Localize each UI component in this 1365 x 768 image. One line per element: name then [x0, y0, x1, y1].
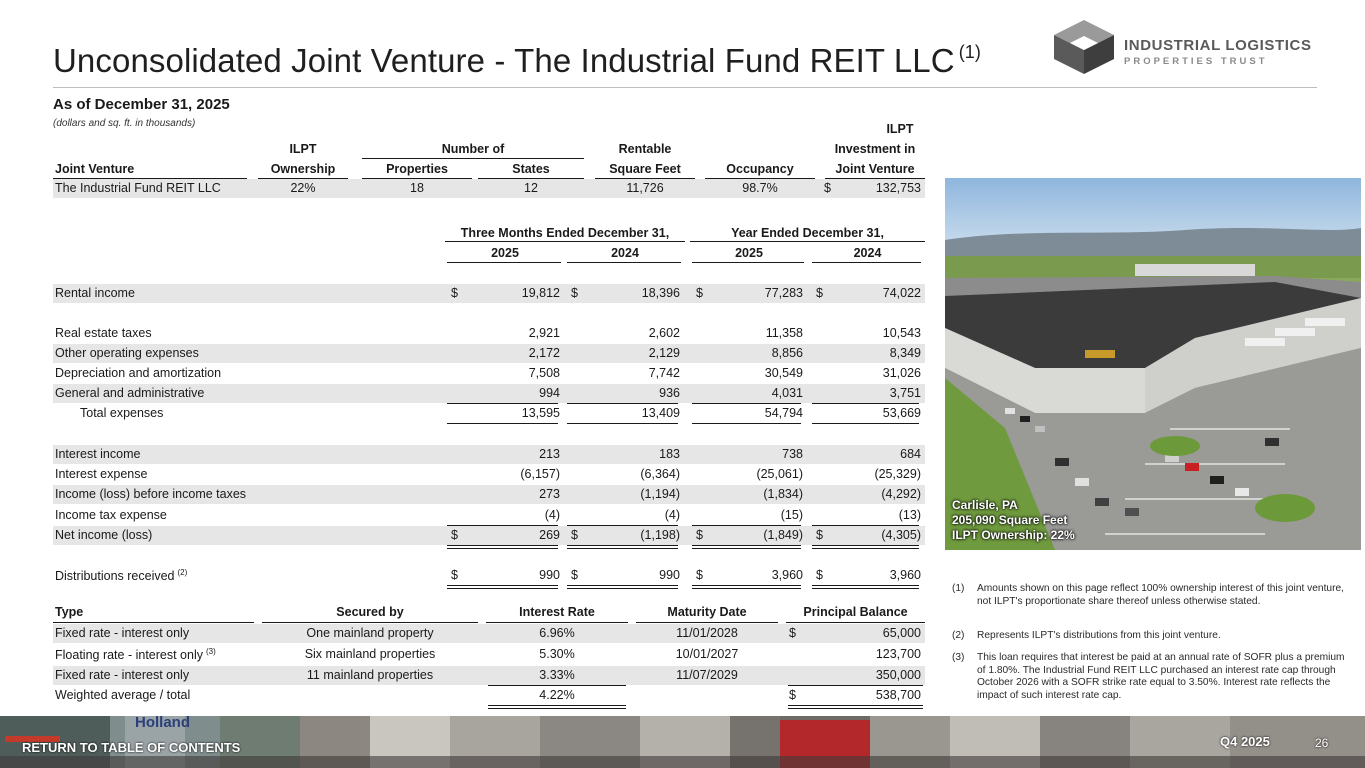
income-subtotal-rule [692, 403, 801, 404]
income-double-rule [447, 545, 558, 546]
income-value: 13,409 [641, 406, 680, 420]
units-note: (dollars and sq. ft. in thousands) [53, 118, 196, 129]
debt-total-balance: 538,700 [875, 688, 921, 702]
debt-header-rate: Interest Rate [519, 605, 595, 619]
income-currency: $ [816, 528, 823, 542]
cube-logo-icon [1054, 20, 1114, 74]
income-value: 18,396 [641, 286, 680, 300]
income-row-label [55, 467, 147, 481]
header-investment-in: Investment in [834, 142, 916, 156]
rule-group-quarter [445, 241, 685, 242]
income-value: 30,549 [764, 366, 803, 380]
debt-type-text: Floating rate - interest only [55, 648, 203, 663]
income-row-label-text: Depreciation and amortization [55, 366, 222, 380]
income-row-label-text: Income (loss) before income taxes [55, 487, 247, 501]
income-value: 77,283 [764, 286, 803, 300]
debt-secured: One mainland property [306, 626, 434, 640]
debt-currency: $ [789, 626, 796, 640]
income-value: (1,849) [763, 528, 803, 542]
income-value: (1,834) [763, 487, 803, 501]
debt-type [55, 647, 216, 662]
income-value: (4,292) [881, 487, 921, 501]
income-value: 7,742 [648, 366, 680, 380]
header-joint-venture: Joint Venture [55, 162, 135, 176]
income-total-rule [812, 423, 919, 424]
income-row-label-text: Rental income [55, 286, 135, 300]
header-square-feet: Square Feet [609, 162, 681, 176]
income-subtotal-rule [812, 403, 919, 404]
title-footnote-ref: (1) [958, 42, 981, 62]
debt-total-rule [488, 685, 626, 686]
income-value: 8,856 [771, 346, 803, 360]
income-value: (15) [780, 508, 803, 522]
debt-type-text: Fixed rate - interest only [55, 626, 190, 640]
debt-total-currency: $ [789, 688, 796, 702]
income-year-rule [447, 262, 561, 263]
header-joint-venture-2: Joint Venture [835, 162, 915, 176]
header-states: States [512, 162, 550, 176]
debt-type-text: Fixed rate - interest only [55, 668, 190, 682]
debt-header-balance: Principal Balance [803, 605, 908, 619]
header-ilpt: ILPT [289, 142, 317, 156]
income-value: (25,329) [874, 467, 921, 481]
company-logo [1054, 20, 1324, 75]
photo-caption [952, 498, 1075, 543]
income-value: 74,022 [882, 286, 921, 300]
debt-maturity: 11/01/2028 [676, 626, 738, 640]
income-currency: $ [571, 286, 578, 300]
income-double-rule [692, 585, 801, 586]
income-value: 10,543 [882, 326, 921, 340]
photo-caption-sqft: 205,090 Square Feet [952, 513, 1068, 527]
income-value: 3,960 [771, 568, 803, 582]
income-row-label-text: Interest income [55, 447, 141, 461]
income-row-label-text: Real estate taxes [55, 326, 152, 340]
logo-line-2: PROPERTIES TRUST [1124, 56, 1268, 67]
income-year-header: 2024 [611, 246, 639, 260]
income-row-label-text: General and administrative [55, 386, 205, 400]
income-row-label [55, 326, 152, 340]
aerial-warehouse-image [945, 178, 1361, 550]
income-value: 19,812 [521, 286, 560, 300]
rule-group-year [690, 241, 925, 242]
page-number: 26 [1315, 736, 1329, 750]
debt-balance: 123,700 [875, 647, 921, 661]
income-year-header: 2024 [853, 246, 882, 260]
footnote-2-text: Represents ILPT's distributions from this joint venture. [977, 630, 1221, 641]
footer-quarter: Q4 2025 [1220, 734, 1270, 749]
debt-type [55, 626, 189, 640]
income-double-rule [692, 588, 801, 589]
return-to-toc-link[interactable]: RETURN TO TABLE OF CONTENTS [22, 740, 241, 755]
income-value: 2,602 [648, 326, 680, 340]
income-year-rule [692, 262, 804, 263]
income-value: 54,794 [764, 406, 803, 420]
income-year-header: 2025 [735, 246, 763, 260]
income-value: 8,349 [889, 346, 921, 360]
income-year-rule [812, 262, 921, 263]
income-row-label-text: Distributions received [55, 569, 175, 584]
debt-total-label: Weighted average / total [55, 688, 191, 702]
debt-header-secured: Secured by [336, 605, 404, 619]
income-double-rule [567, 548, 678, 549]
debt-total-rule [788, 705, 923, 706]
income-value: 273 [539, 487, 560, 501]
income-row-label [55, 447, 140, 461]
header-occupancy: Occupancy [726, 162, 794, 176]
debt-maturity: 11/07/2029 [676, 668, 738, 682]
debt-type-footnote-ref: (3) [206, 647, 216, 656]
debt-balance: 350,000 [875, 668, 921, 682]
income-currency: $ [696, 528, 703, 542]
income-row-label-text: Interest expense [55, 467, 148, 481]
debt-total-rule [788, 708, 923, 709]
debt-secured: Six mainland properties [304, 647, 436, 661]
income-value: 936 [659, 386, 680, 400]
property-photo [945, 178, 1361, 550]
jv-square-feet: 11,726 [626, 181, 664, 195]
debt-total-rule [488, 708, 626, 709]
header-properties: Properties [386, 162, 448, 176]
debt-maturity: 10/01/2027 [675, 647, 739, 661]
debt-header-maturity: Maturity Date [667, 605, 747, 619]
income-currency: $ [696, 286, 703, 300]
income-value: (6,364) [640, 467, 680, 481]
income-value: 990 [539, 568, 560, 582]
debt-rate: 6.96% [539, 626, 575, 640]
income-value: 13,595 [521, 406, 560, 420]
income-value: 7,508 [528, 366, 560, 380]
photo-caption-ownership: ILPT Ownership: 22% [952, 528, 1075, 542]
income-row-label-text: Other operating expenses [55, 346, 199, 360]
debt-header-type: Type [55, 605, 84, 619]
jv-occupancy: 98.7% [742, 181, 778, 195]
income-value: 269 [539, 528, 560, 542]
logo-line-1: INDUSTRIAL LOGISTICS [1124, 37, 1312, 54]
income-row-label [55, 528, 152, 542]
income-year-rule [567, 262, 681, 263]
footnote-1-num: (1) [952, 583, 965, 594]
income-double-rule [447, 548, 558, 549]
title-divider [53, 87, 1317, 88]
rule-debt-maturity [636, 622, 778, 623]
jv-ownership: 22% [290, 181, 316, 195]
income-total-rule [567, 423, 678, 424]
page-title: Unconsolidated Joint Venture - The Industrial Fund REIT LLC $^{(1)}$ [53, 42, 981, 79]
debt-total-rule [488, 705, 626, 706]
income-value: (1,198) [640, 528, 680, 542]
income-double-rule [812, 585, 919, 586]
income-currency: $ [571, 528, 578, 542]
income-subtotal-rule [567, 403, 678, 404]
jv-investment-currency: $ [824, 181, 831, 195]
income-row-label-text: Total expenses [80, 406, 164, 420]
income-double-rule [567, 585, 678, 586]
debt-type [55, 668, 189, 682]
income-row-footnote-ref: (2) [177, 568, 188, 577]
income-double-rule [812, 588, 919, 589]
header-ownership: Ownership [270, 162, 336, 176]
photo-caption-location: Carlisle, PA [952, 498, 1018, 512]
income-total-rule [447, 423, 558, 424]
income-value: 213 [539, 447, 560, 461]
income-row-label-text: Net income (loss) [55, 528, 153, 542]
income-row-label [55, 568, 187, 583]
header-ilpt-2: ILPT [886, 122, 914, 136]
income-group-year: Year Ended December 31, [731, 226, 884, 240]
debt-rate: 3.33% [539, 668, 575, 682]
income-value: 3,751 [889, 386, 921, 400]
income-double-rule [812, 548, 919, 549]
rule-debt-secured [262, 622, 478, 623]
income-value: 738 [782, 447, 803, 461]
income-value: 3,960 [889, 568, 921, 582]
income-value: 990 [659, 568, 680, 582]
footnote-1-text: Amounts shown on this page reflect 100% ownership interest of this joint venture, not ILPT's proportionate share thereof unless otherwise stated. [977, 583, 1344, 607]
income-currency: $ [816, 568, 823, 582]
jv-name: The Industrial Fund REIT LLC [55, 181, 221, 195]
jv-states: 12 [524, 181, 538, 195]
income-currency: $ [451, 568, 458, 582]
income-value: 2,172 [528, 346, 560, 360]
income-value: (4) [544, 508, 560, 522]
income-value: (6,157) [520, 467, 560, 481]
truck-brand-text: Holland [135, 716, 190, 731]
debt-total-rule [788, 685, 923, 686]
income-row-label [80, 406, 163, 420]
income-value: 53,669 [882, 406, 921, 420]
income-value: (13) [898, 508, 921, 522]
as-of-date: As of December 31, 2025 [53, 96, 230, 113]
income-value: (4) [664, 508, 680, 522]
debt-rate: 5.30% [539, 647, 575, 661]
header-rentable: Rentable [618, 142, 672, 156]
header-number-of: Number of [441, 142, 505, 156]
income-currency: $ [571, 568, 578, 582]
jv-investment: 132,753 [875, 181, 921, 195]
income-value: 11,358 [765, 326, 803, 340]
income-value: 994 [539, 386, 560, 400]
income-value: (25,061) [756, 467, 803, 481]
income-currency: $ [451, 528, 458, 542]
income-value: 183 [659, 447, 680, 461]
footnote-3-text: This loan requires that interest be paid at an annual rate of SOFR plus a premium of 1.80%. The Industrial Fund REIT LLC purchased an interest rate cap through October 2026 with a SOFR strike rate equal to 3.50%. Interest rate reflects the impact of such interest rate cap. [977, 652, 1345, 701]
income-currency: $ [816, 286, 823, 300]
income-year-header: 2025 [491, 246, 519, 260]
income-row-label [55, 346, 199, 360]
income-double-rule [447, 585, 558, 586]
income-value: 2,129 [648, 346, 680, 360]
income-row-label-text: Income tax expense [55, 508, 167, 522]
income-value: 684 [900, 447, 921, 461]
income-currency: $ [451, 286, 458, 300]
income-value: (1,194) [640, 487, 680, 501]
income-row-label [55, 286, 135, 300]
rule-debt-rate [486, 622, 628, 623]
income-group-quarter: Three Months Ended December 31, [460, 226, 670, 240]
income-double-rule [692, 548, 801, 549]
income-double-rule [812, 545, 919, 546]
income-value: 31,026 [882, 366, 921, 380]
header-number-of-rule [362, 158, 584, 159]
income-row-label [55, 487, 246, 501]
income-total-rule [692, 423, 801, 424]
income-double-rule [567, 545, 678, 546]
footnote-2-num: (2) [952, 630, 965, 641]
debt-total-rate: 4.22% [539, 688, 575, 702]
income-double-rule [692, 545, 801, 546]
income-currency: $ [696, 568, 703, 582]
income-value: 4,031 [771, 386, 803, 400]
income-subtotal-rule [447, 403, 558, 404]
jv-properties: 18 [410, 181, 424, 195]
rule-debt-type [53, 622, 254, 623]
debt-secured: 11 mainland properties [306, 668, 434, 682]
debt-balance: 65,000 [882, 626, 921, 640]
income-double-rule [447, 588, 558, 589]
income-value: 2,921 [528, 326, 560, 340]
income-row-label [55, 508, 167, 522]
rule-debt-balance [786, 622, 925, 623]
footnote-3-num: (3) [952, 652, 965, 663]
income-row-label [55, 366, 221, 380]
income-value: (4,305) [881, 528, 921, 542]
income-double-rule [567, 588, 678, 589]
income-row-label [55, 386, 204, 400]
